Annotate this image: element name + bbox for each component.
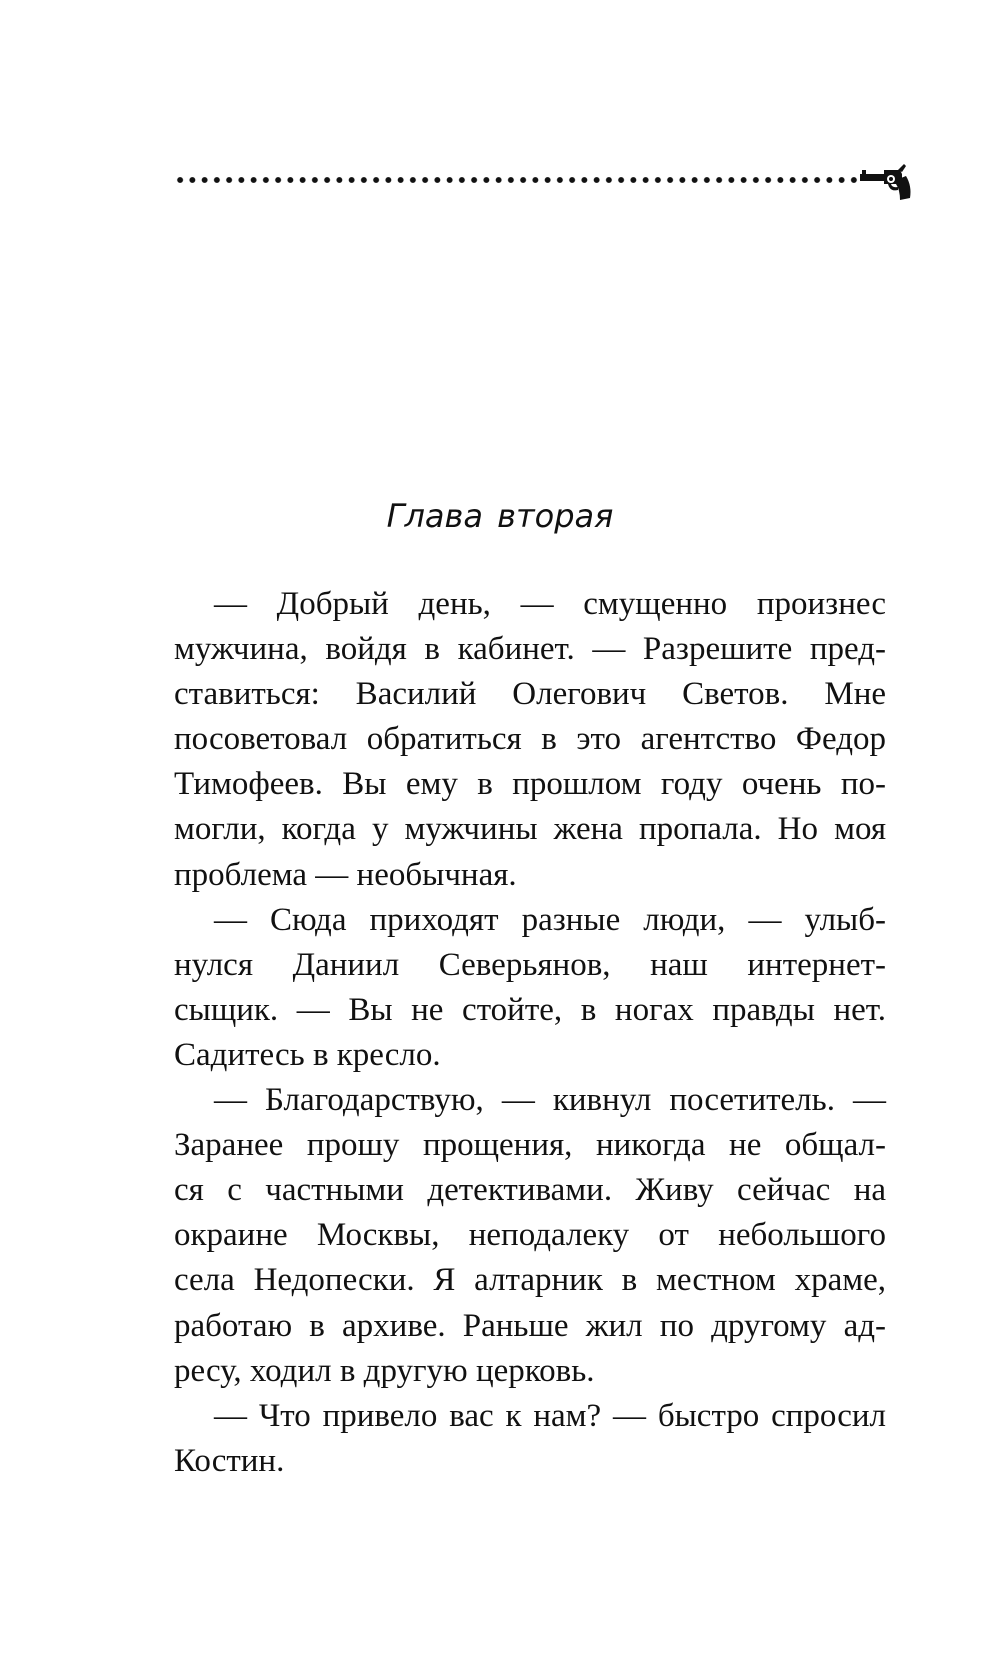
text-line: сыщик. — Вы не стойте, в ногах правды нет. xyxy=(174,991,886,1028)
text-line: посоветовал обратиться в это агентство Федор xyxy=(174,721,886,758)
text-line: Заранее прошу прощения, никогда не общал- xyxy=(174,1127,886,1164)
text-line: ставиться: Василий Олегович Светов. Мне xyxy=(174,676,886,713)
text-line: мужчина, войдя в кабинет. — Разрешите пред- xyxy=(174,631,886,668)
text-line: могли, когда у мужчины жена пропала. Но моя xyxy=(174,811,886,848)
text-line: — Благодарствую, — кивнул посетитель. — xyxy=(214,1082,886,1119)
header-ornament xyxy=(174,158,910,202)
text-line: — Добрый день, — смущенно произнес xyxy=(214,586,886,622)
text-line: нулся Даниил Северьянов, наш интернет- xyxy=(174,946,886,983)
text-line: ресу, ходил в другую церковь. xyxy=(174,1352,595,1389)
text-line: села Недопески. Я алтарник в местном храме, xyxy=(174,1262,886,1299)
text-line: — Сюда приходят разные люди, — улыб- xyxy=(214,901,886,938)
text-line: Садитесь в кресло. xyxy=(174,1036,441,1073)
text-line: — Что привело вас к нам? — быстро спросил xyxy=(214,1397,886,1434)
text-line: Костин. xyxy=(174,1442,285,1479)
chapter-title: Глава вторая xyxy=(386,497,614,535)
text-line: работаю в архиве. Раньше жил по другому ад- xyxy=(174,1307,886,1344)
text-line: ся с частными детективами. Живу сейчас на xyxy=(174,1172,886,1209)
text-line: Тимофеев. Вы ему в прошлом году очень по- xyxy=(174,766,886,803)
text-line: окраине Москвы, неподалеку от небольшого xyxy=(174,1217,886,1254)
revolver-icon xyxy=(860,160,912,202)
body-text xyxy=(174,582,886,1484)
text-line: проблема — необычная. xyxy=(174,856,517,893)
dotted-rule xyxy=(174,176,860,184)
